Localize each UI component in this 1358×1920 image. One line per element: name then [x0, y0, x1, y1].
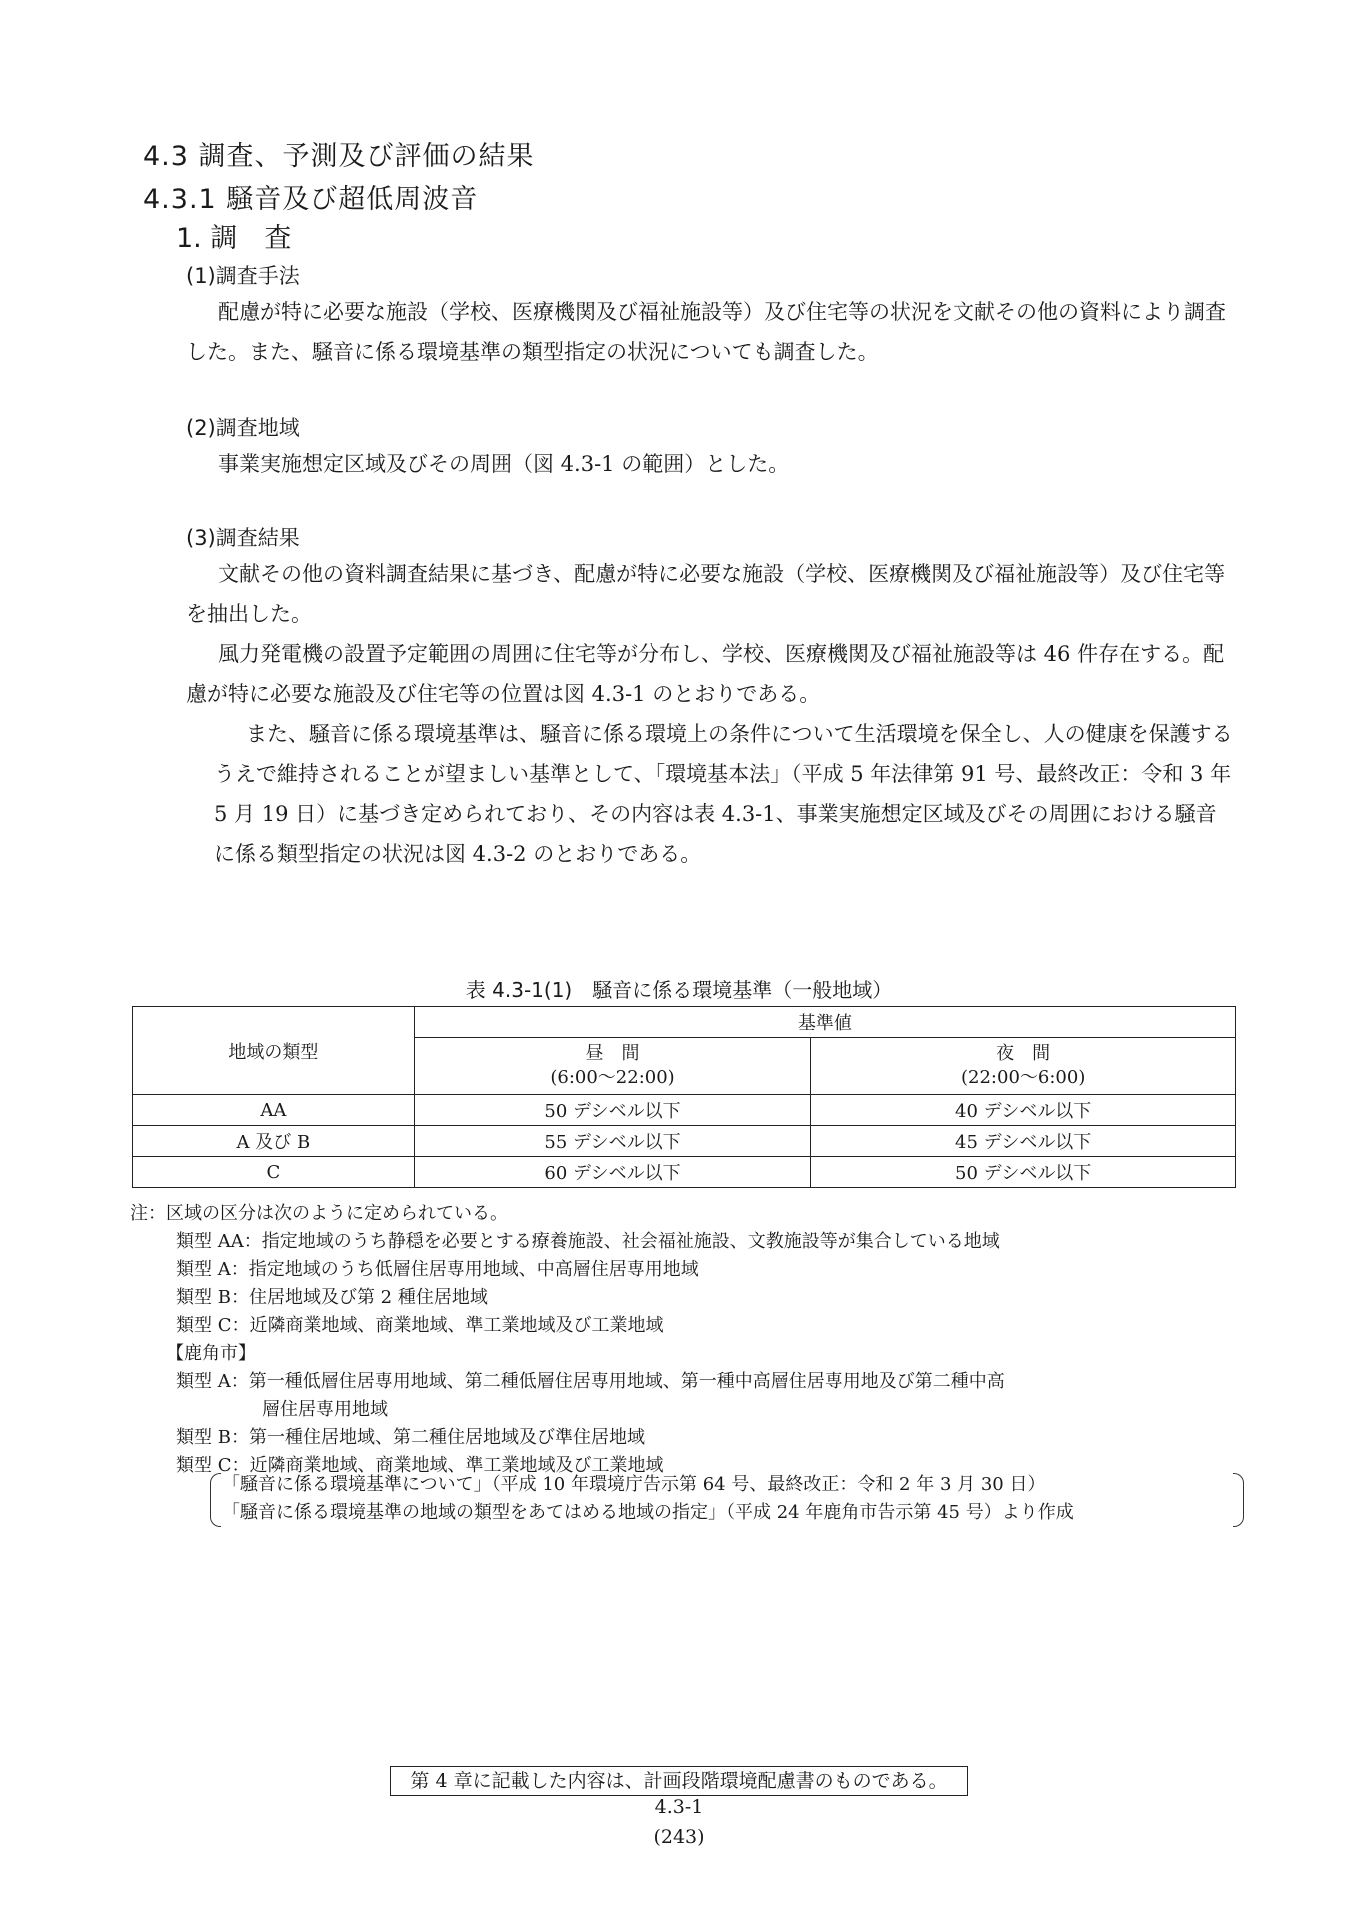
- results-heading: (3)調査結果: [186, 526, 300, 550]
- cell-type: C: [133, 1157, 415, 1188]
- note-intro: 注：区域の区分は次のように定められている。: [130, 1203, 508, 1224]
- section-heading: 4.3 調査、予測及び評価の結果: [143, 141, 535, 172]
- note-city-type-a: 類型 A：第一種低層住居専用地域、第二種低層住居専用地域、第一種中高層住居専用地及び第二種中高: [176, 1371, 1005, 1392]
- header-area-type: 地域の類型: [133, 1007, 415, 1095]
- method-text: 配慮が特に必要な施設（学校、医療機関及び福祉施設等）及び住宅等の状況を文献その他の資料により調査した。また、騒音に係る環境基準の類型指定の状況についても調査した。: [186, 300, 1226, 364]
- results-paragraph-1: 文献その他の資料調査結果に基づき、配慮が特に必要な施設（学校、医療機関及び福祉施設等）及び住宅等を抽出した。: [186, 562, 1226, 626]
- bracket-left: [210, 1473, 221, 1527]
- method-heading: (1)調査手法: [186, 264, 300, 288]
- header-night-label: 夜 間: [996, 1043, 1051, 1064]
- header-standard: 基準値: [414, 1007, 1235, 1038]
- subsection-heading: 4.3.1 騒音及び超低周波音: [143, 184, 479, 215]
- area-heading: (2)調査地域: [186, 416, 300, 440]
- table-notes: [130, 1200, 1250, 1480]
- source-line-2: 「騒音に係る環境基準の地域の類型をあてはめる地域の指定」（平成 24 年鹿角市告示第 45 号）より作成: [222, 1502, 1074, 1523]
- table-row: [133, 1095, 1236, 1126]
- cell-day: 50 デシベル以下: [414, 1095, 811, 1126]
- table-header-row: [133, 1007, 1236, 1038]
- note-city-type-c: 類型 C：近隣商業地域、商業地域、準工業地域及び工業地域: [176, 1455, 664, 1476]
- header-night: [811, 1038, 1236, 1095]
- cell-type: A 及び B: [133, 1126, 415, 1157]
- cell-night: 50 デシベル以下: [811, 1157, 1236, 1188]
- page-total-number: (243): [653, 1826, 705, 1848]
- note-type-c: 類型 C：近隣商業地域、商業地域、準工業地域及び工業地域: [176, 1315, 664, 1336]
- source-line-1: 「騒音に係る環境基準について」（平成 10 年環境庁告示第 64 号、最終改正：令和 2 年 3 月 30 日）: [222, 1474, 1046, 1495]
- footer-note: 第 4 章に記載した内容は、計画段階環境配慮書のものである。: [390, 1766, 968, 1796]
- header-night-time: (22:00～6:00): [961, 1067, 1086, 1088]
- note-city-type-a-cont: 層住居専用地域: [262, 1399, 388, 1420]
- header-day-label: 昼 間: [585, 1043, 640, 1064]
- noise-standard-table: [132, 1006, 1236, 1188]
- source-citation: [222, 1471, 1238, 1527]
- note-city-heading: 【鹿角市】: [166, 1343, 256, 1364]
- table-caption: 表 4.3-1(1) 騒音に係る環境基準（一般地域）: [465, 978, 893, 1002]
- page-number: 4.3-1: [654, 1796, 704, 1818]
- header-day: [414, 1038, 811, 1095]
- cell-day: 55 デシベル以下: [414, 1126, 811, 1157]
- cell-type: AA: [133, 1095, 415, 1126]
- note-city-type-b: 類型 B：第一種住居地域、第二種住居地域及び準住居地域: [176, 1427, 645, 1448]
- area-text: 事業実施想定区域及びその周囲（図 4.3-1 の範囲）とした。: [218, 452, 790, 476]
- table-row: [133, 1157, 1236, 1188]
- cell-night: 45 デシベル以下: [811, 1126, 1236, 1157]
- note-type-b: 類型 B：住居地域及び第 2 種住居地域: [176, 1287, 488, 1308]
- table-row: [133, 1126, 1236, 1157]
- header-day-time: (6:00～22:00): [550, 1067, 675, 1088]
- results-paragraph-2: 風力発電機の設置予定範囲の周囲に住宅等が分布し、学校、医療機関及び福祉施設等は 46 件存在する。配慮が特に必要な施設及び住宅等の位置は図 4.3-1 のとおりである。: [186, 642, 1225, 706]
- cell-night: 40 デシベル以下: [811, 1095, 1236, 1126]
- cell-day: 60 デシベル以下: [414, 1157, 811, 1188]
- note-type-a: 類型 A：指定地域のうち低層住居専用地域、中高層住居専用地域: [176, 1259, 699, 1280]
- results-paragraph-3: また、騒音に係る環境基準は、騒音に係る環境上の条件について生活環境を保全し、人の健康を保護するうえで維持されることが望ましい基準として、「環境基本法」（平成 5 年法律第 91 号、最終改正：令和 3 年 5 月 19 日）に基づき定められており、その内容は表 4.3-1、事業実施想定区域及びその周囲における騒音に係る類型指定の状況は図 4.3-2 のとおりである。: [214, 722, 1233, 866]
- bracket-right: [1233, 1473, 1244, 1527]
- note-type-aa: 類型 AA：指定地域のうち静穏を必要とする療養施設、社会福祉施設、文教施設等が集合している地域: [176, 1231, 1000, 1252]
- chapter-heading: 1. 調 査: [176, 223, 292, 254]
